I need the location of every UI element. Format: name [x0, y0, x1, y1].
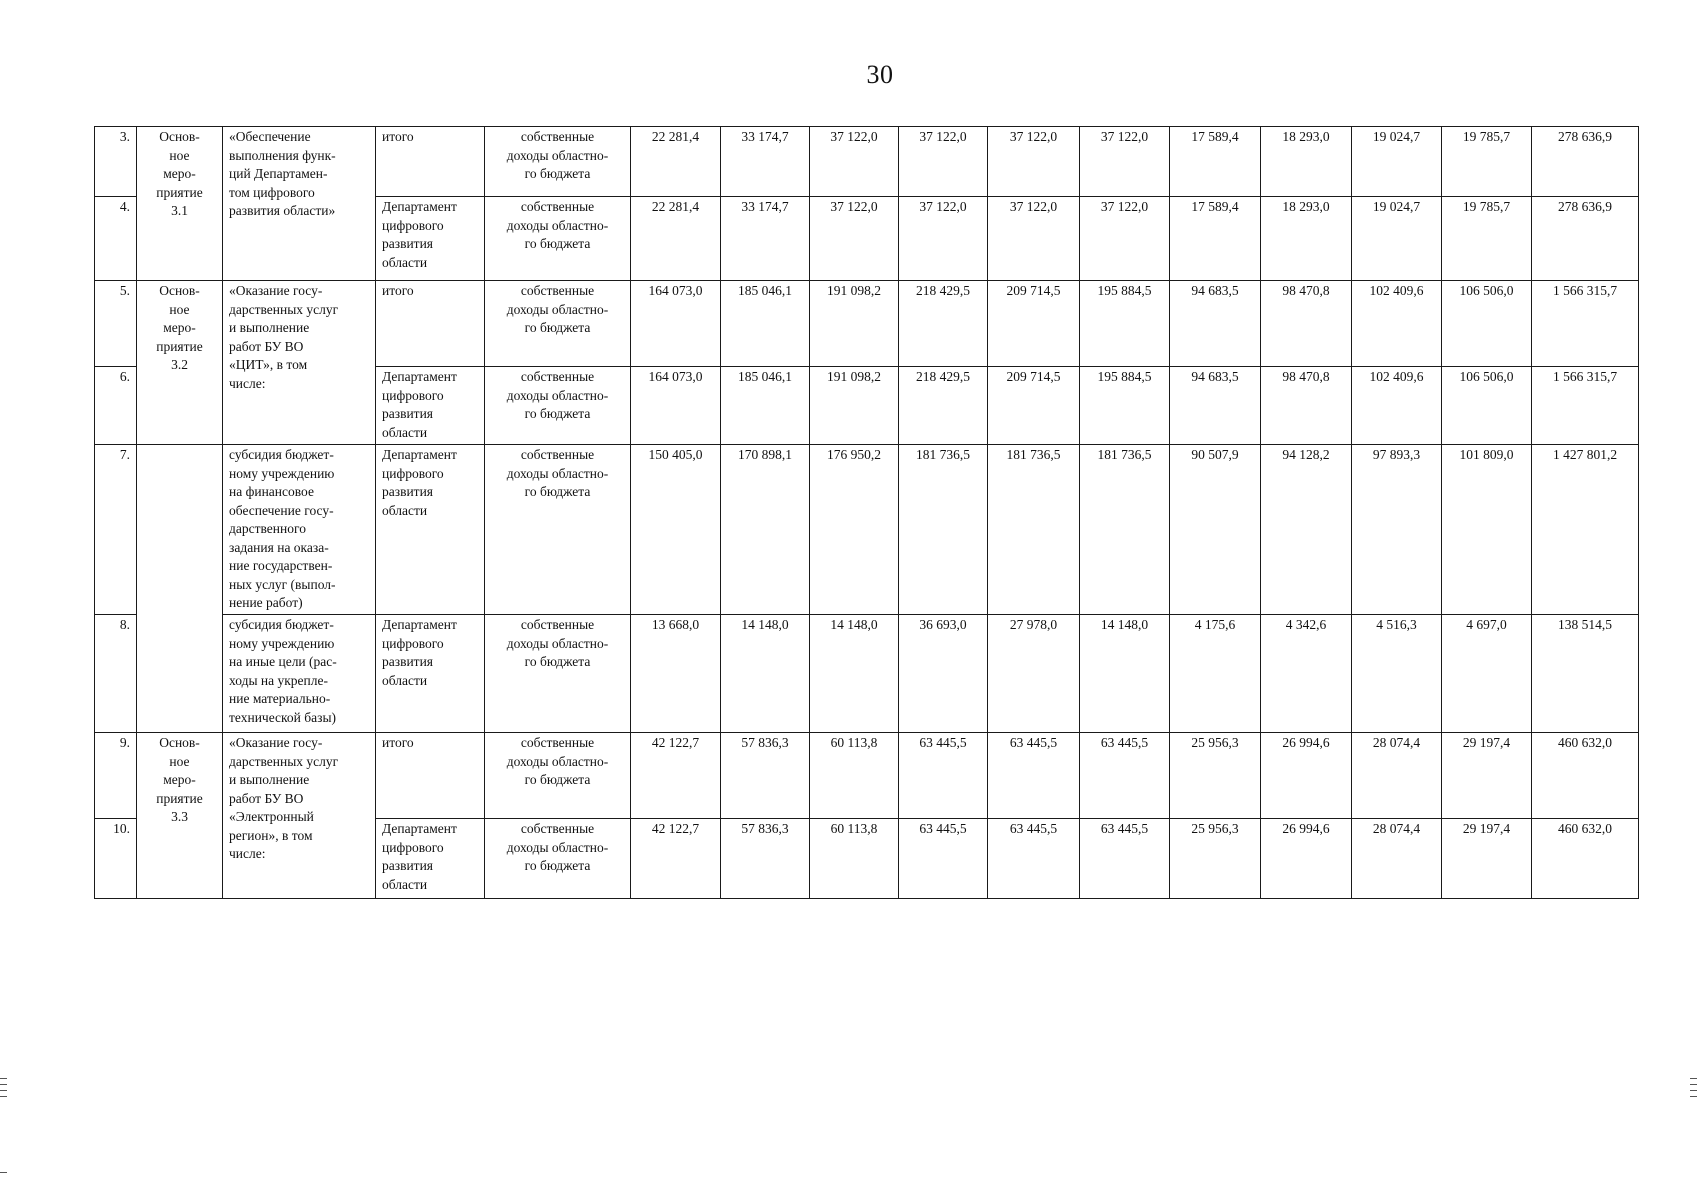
- value-cell: 25 956,3: [1170, 733, 1261, 819]
- value-cell: 14 148,0: [810, 615, 899, 733]
- binding-mark-left: [0, 1096, 7, 1097]
- event-label: Основ- ное меро- приятие 3.3: [137, 733, 223, 899]
- value-cell: 98 470,8: [1261, 281, 1352, 367]
- event-name: «Оказание госу- дарственных услуг и выполнение работ БУ ВО «Электронный регион», в том числе:: [223, 733, 376, 899]
- event-label-empty: [137, 445, 223, 733]
- value-cell: 37 122,0: [1080, 197, 1170, 281]
- binding-mark-left: [0, 1090, 7, 1091]
- value-cell: 13 668,0: [631, 615, 721, 733]
- binding-mark-right: [1690, 1090, 1697, 1091]
- funding-source: собственные доходы областно- го бюджета: [485, 281, 631, 367]
- executor: итого: [376, 733, 485, 819]
- budget-table: [94, 126, 1639, 899]
- table-row: [95, 127, 1639, 197]
- value-cell: 195 884,5: [1080, 281, 1170, 367]
- value-cell: 4 516,3: [1352, 615, 1442, 733]
- funding-source: собственные доходы областно- го бюджета: [485, 445, 631, 615]
- value-cell: 164 073,0: [631, 281, 721, 367]
- value-cell: 37 122,0: [810, 127, 899, 197]
- value-total: 1 427 801,2: [1532, 445, 1639, 615]
- event-name: субсидия бюджет- ному учреждению на иные цели (рас- ходы на укрепле- ние материально- технической базы): [223, 615, 376, 733]
- value-cell: 57 836,3: [721, 819, 810, 899]
- value-total: 1 566 315,7: [1532, 367, 1639, 445]
- value-cell: 18 293,0: [1261, 197, 1352, 281]
- executor: Департамент цифрового развития области: [376, 819, 485, 899]
- value-cell: 37 122,0: [988, 127, 1080, 197]
- value-cell: 19 785,7: [1442, 127, 1532, 197]
- row-number: 3.: [95, 127, 137, 197]
- binding-mark-right: [1690, 1096, 1697, 1097]
- value-cell: 28 074,4: [1352, 819, 1442, 899]
- table-row: [95, 281, 1639, 367]
- funding-source: собственные доходы областно- го бюджета: [485, 367, 631, 445]
- executor: Департамент цифрового развития области: [376, 445, 485, 615]
- binding-mark-right: [1690, 1084, 1697, 1085]
- table-row: [95, 445, 1639, 615]
- value-cell: 195 884,5: [1080, 367, 1170, 445]
- executor: итого: [376, 281, 485, 367]
- table-body: [95, 127, 1639, 899]
- value-cell: 63 445,5: [1080, 733, 1170, 819]
- value-total: 278 636,9: [1532, 197, 1639, 281]
- value-cell: 17 589,4: [1170, 197, 1261, 281]
- value-cell: 218 429,5: [899, 367, 988, 445]
- value-cell: 102 409,6: [1352, 281, 1442, 367]
- value-cell: 60 113,8: [810, 819, 899, 899]
- value-cell: 209 714,5: [988, 367, 1080, 445]
- value-cell: 150 405,0: [631, 445, 721, 615]
- value-cell: 94 683,5: [1170, 367, 1261, 445]
- funding-source: собственные доходы областно- го бюджета: [485, 127, 631, 197]
- row-number: 4.: [95, 197, 137, 281]
- table-row: [95, 615, 1639, 733]
- value-cell: 36 693,0: [899, 615, 988, 733]
- value-cell: 63 445,5: [988, 733, 1080, 819]
- value-cell: 37 122,0: [899, 197, 988, 281]
- executor: итого: [376, 127, 485, 197]
- value-cell: 27 978,0: [988, 615, 1080, 733]
- executor: Департамент цифрового развития области: [376, 197, 485, 281]
- value-cell: 4 175,6: [1170, 615, 1261, 733]
- value-cell: 218 429,5: [899, 281, 988, 367]
- value-cell: 4 697,0: [1442, 615, 1532, 733]
- value-cell: 98 470,8: [1261, 367, 1352, 445]
- value-cell: 28 074,4: [1352, 733, 1442, 819]
- value-cell: 106 506,0: [1442, 281, 1532, 367]
- value-cell: 18 293,0: [1261, 127, 1352, 197]
- value-cell: 63 445,5: [988, 819, 1080, 899]
- table-row: [95, 733, 1639, 819]
- value-total: 460 632,0: [1532, 819, 1639, 899]
- value-total: 1 566 315,7: [1532, 281, 1639, 367]
- value-cell: 191 098,2: [810, 367, 899, 445]
- value-cell: 14 148,0: [721, 615, 810, 733]
- value-cell: 63 445,5: [1080, 819, 1170, 899]
- event-name: «Обеспечение выполнения функ- ций Департамен- том цифрового развития области»: [223, 127, 376, 281]
- value-cell: 22 281,4: [631, 127, 721, 197]
- event-label: Основ- ное меро- приятие 3.1: [137, 127, 223, 281]
- binding-mark-left: [0, 1084, 7, 1085]
- value-total: 460 632,0: [1532, 733, 1639, 819]
- value-cell: 19 024,7: [1352, 127, 1442, 197]
- value-cell: 4 342,6: [1261, 615, 1352, 733]
- value-cell: 37 122,0: [810, 197, 899, 281]
- value-cell: 181 736,5: [1080, 445, 1170, 615]
- event-label: Основ- ное меро- приятие 3.2: [137, 281, 223, 445]
- row-number: 10.: [95, 819, 137, 899]
- value-cell: 37 122,0: [1080, 127, 1170, 197]
- value-cell: 25 956,3: [1170, 819, 1261, 899]
- value-cell: 170 898,1: [721, 445, 810, 615]
- row-number: 9.: [95, 733, 137, 819]
- value-cell: 97 893,3: [1352, 445, 1442, 615]
- value-cell: 176 950,2: [810, 445, 899, 615]
- executor: Департамент цифрового развития области: [376, 615, 485, 733]
- value-cell: 185 046,1: [721, 281, 810, 367]
- row-number: 7.: [95, 445, 137, 615]
- value-cell: 94 683,5: [1170, 281, 1261, 367]
- binding-mark-left: [0, 1172, 7, 1173]
- row-number: 6.: [95, 367, 137, 445]
- value-cell: 63 445,5: [899, 733, 988, 819]
- binding-mark-left: [0, 1078, 7, 1079]
- value-cell: 26 994,6: [1261, 819, 1352, 899]
- value-cell: 106 506,0: [1442, 367, 1532, 445]
- value-total: 278 636,9: [1532, 127, 1639, 197]
- value-cell: 101 809,0: [1442, 445, 1532, 615]
- value-cell: 22 281,4: [631, 197, 721, 281]
- funding-source: собственные доходы областно- го бюджета: [485, 197, 631, 281]
- executor: Департамент цифрового развития области: [376, 367, 485, 445]
- value-cell: 209 714,5: [988, 281, 1080, 367]
- funding-source: собственные доходы областно- го бюджета: [485, 819, 631, 899]
- value-cell: 42 122,7: [631, 733, 721, 819]
- value-cell: 60 113,8: [810, 733, 899, 819]
- value-cell: 90 507,9: [1170, 445, 1261, 615]
- event-name: «Оказание госу- дарственных услуг и выполнение работ БУ ВО «ЦИТ», в том числе:: [223, 281, 376, 445]
- value-cell: 14 148,0: [1080, 615, 1170, 733]
- value-total: 138 514,5: [1532, 615, 1639, 733]
- value-cell: 33 174,7: [721, 127, 810, 197]
- value-cell: 164 073,0: [631, 367, 721, 445]
- value-cell: 26 994,6: [1261, 733, 1352, 819]
- value-cell: 19 785,7: [1442, 197, 1532, 281]
- value-cell: 63 445,5: [899, 819, 988, 899]
- value-cell: 94 128,2: [1261, 445, 1352, 615]
- value-cell: 57 836,3: [721, 733, 810, 819]
- funding-source: собственные доходы областно- го бюджета: [485, 733, 631, 819]
- value-cell: 185 046,1: [721, 367, 810, 445]
- page-number: 30: [866, 60, 894, 89]
- value-cell: 37 122,0: [899, 127, 988, 197]
- value-cell: 29 197,4: [1442, 733, 1532, 819]
- value-cell: 181 736,5: [988, 445, 1080, 615]
- value-cell: 17 589,4: [1170, 127, 1261, 197]
- row-number: 8.: [95, 615, 137, 733]
- value-cell: 102 409,6: [1352, 367, 1442, 445]
- value-cell: 19 024,7: [1352, 197, 1442, 281]
- value-cell: 181 736,5: [899, 445, 988, 615]
- event-name: субсидия бюджет- ному учреждению на финансовое обеспечение госу- дарственного задания на оказа- ние государствен- ных услуг (выпол- нение работ): [223, 445, 376, 615]
- value-cell: 42 122,7: [631, 819, 721, 899]
- funding-source: собственные доходы областно- го бюджета: [485, 615, 631, 733]
- value-cell: 37 122,0: [988, 197, 1080, 281]
- value-cell: 29 197,4: [1442, 819, 1532, 899]
- binding-mark-right: [1690, 1078, 1697, 1079]
- value-cell: 191 098,2: [810, 281, 899, 367]
- row-number: 5.: [95, 281, 137, 367]
- value-cell: 33 174,7: [721, 197, 810, 281]
